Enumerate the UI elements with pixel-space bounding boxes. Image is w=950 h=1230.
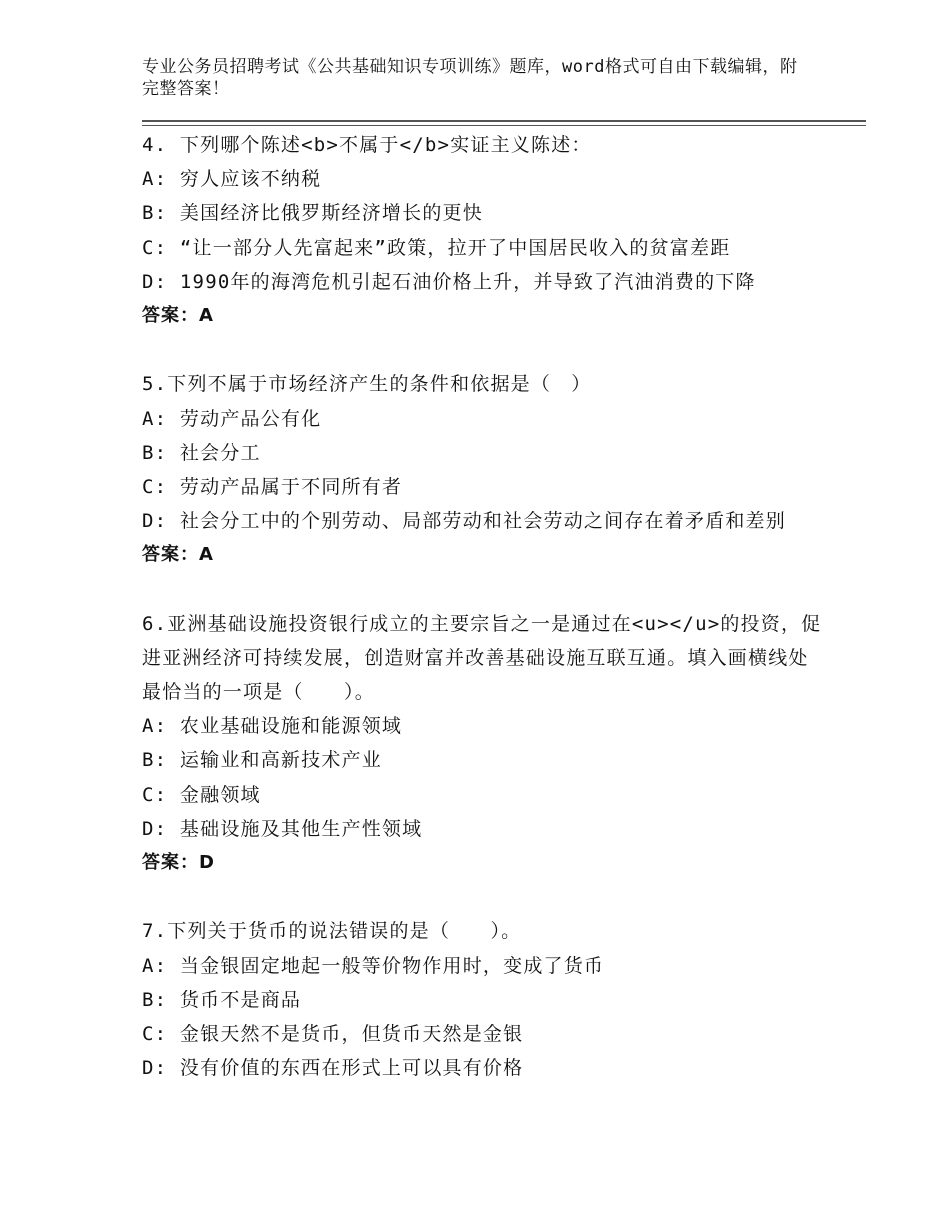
- question-5: [142, 367, 822, 572]
- header-divider-bottom: [142, 125, 866, 126]
- answer: 答案：D: [142, 852, 215, 873]
- option-d: D: 社会分工中的个别劳动、局部劳动和社会劳动之间存在着矛盾和差别: [142, 510, 786, 533]
- option-a: A: 穷人应该不纳税: [142, 168, 322, 191]
- spacer: [142, 880, 822, 914]
- question-stem: 4. 下列哪个陈述<b>不属于</b>实证主义陈述：: [142, 134, 592, 156]
- option-b: B: 美国经济比俄罗斯经济增长的更快: [142, 202, 483, 225]
- question-stem: 7.下列关于货币的说法错误的是（ ）。: [142, 920, 522, 943]
- spacer: [142, 572, 822, 606]
- option-a: A: 劳动产品公有化: [142, 407, 322, 430]
- option-a: A: 农业基础设施和能源领域: [142, 715, 403, 738]
- question-6: [142, 607, 822, 881]
- question-stem: 5.下列不属于市场经济产生的条件和依据是（ ）: [142, 373, 592, 396]
- option-c: C: 金融领域: [142, 783, 261, 806]
- option-d: D: 基础设施及其他生产性领域: [142, 817, 423, 840]
- option-c: C: “让一部分人先富起来”政策，拉开了中国居民收入的贫富差距: [142, 236, 731, 259]
- option-c: C: 金银天然不是货币，但货币天然是金银: [142, 1022, 524, 1045]
- option-c: C: 劳动产品属于不同所有者: [142, 475, 403, 498]
- question-list: [142, 128, 822, 1085]
- option-a: A: 当金银固定地起一般等价物作用时，变成了货币: [142, 954, 605, 977]
- page-header: 专业公务员招聘考试《公共基础知识专项训练》题库，word格式可自由下载编辑，附完整答案！: [142, 57, 798, 99]
- option-b: B: 货币不是商品: [142, 988, 302, 1011]
- option-b: B: 社会分工: [142, 441, 261, 464]
- question-7: [142, 914, 822, 1085]
- answer: 答案：A: [142, 544, 214, 566]
- option-d: D: 1990年的海湾危机引起石油价格上升，并导致了汽油消费的下降: [142, 270, 756, 293]
- option-b: B: 运输业和高新技术产业: [142, 749, 382, 772]
- header-divider-top: [142, 120, 866, 122]
- option-d: D: 没有价值的东西在形式上可以具有价格: [142, 1057, 524, 1080]
- answer: 答案：A: [142, 304, 214, 326]
- spacer: [142, 333, 822, 367]
- question-4: [142, 128, 822, 333]
- question-stem: 6.亚洲基础设施投资银行成立的主要宗旨之一是通过在<u></u>的投资，促进亚洲经济可持续发展，创造财富并改善基础设施互联互通。填入画横线处最恰当的一项是（ ）。: [142, 612, 822, 704]
